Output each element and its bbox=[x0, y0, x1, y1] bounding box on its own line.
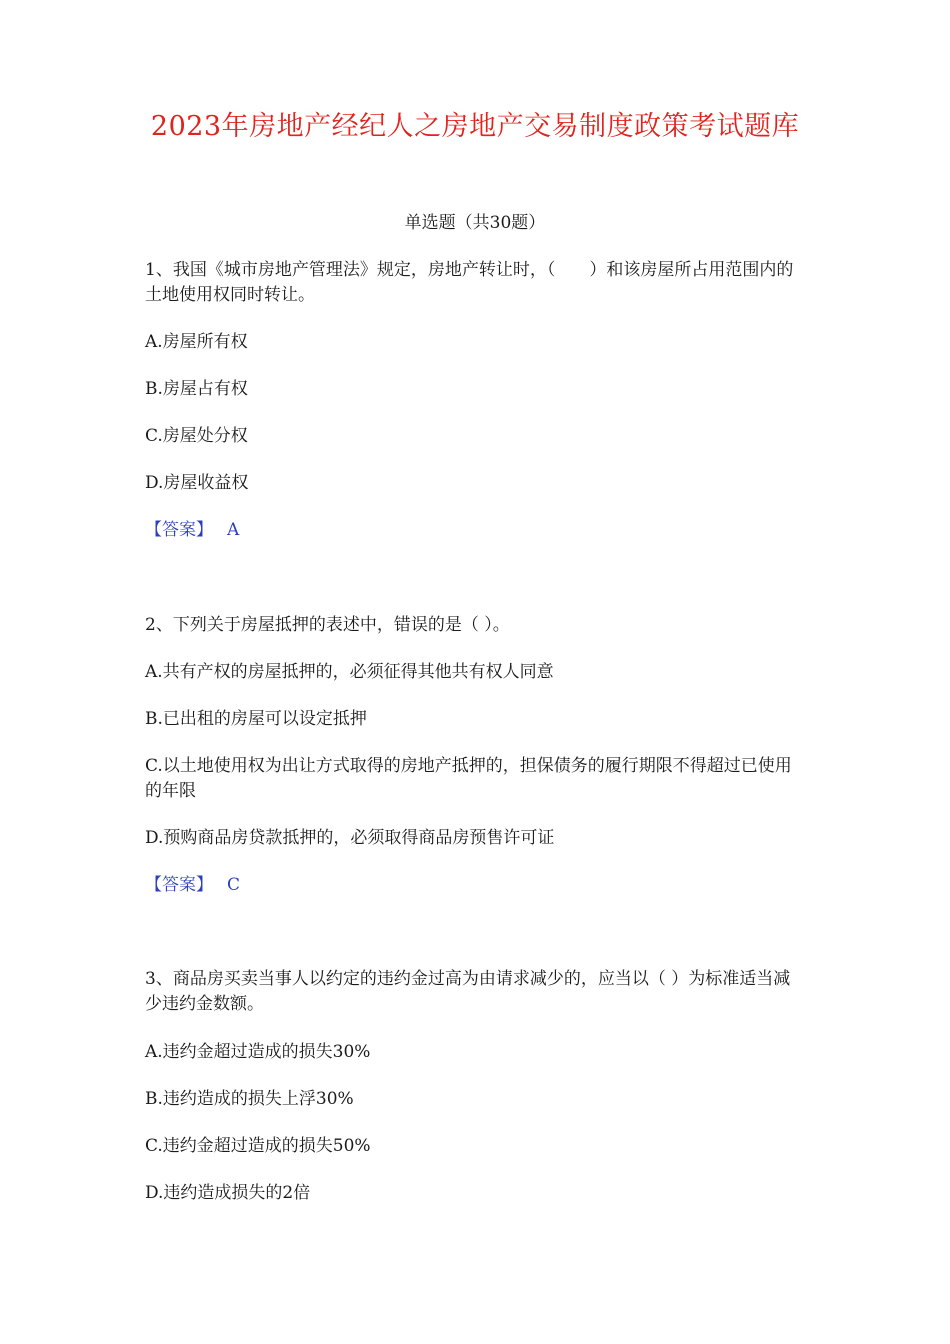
question-3-option-b: B.违约造成的损失上浮30% bbox=[145, 1089, 354, 1109]
answer-value: C bbox=[227, 875, 241, 895]
question-1-stem: 1、我国《城市房地产管理法》规定，房地产转让时，（ ）和该房屋所占用范围内的土地使用权同时转让。 bbox=[145, 260, 794, 305]
question-1-option-b: B.房屋占有权 bbox=[145, 379, 248, 399]
question-2-option-d: D.预购商品房贷款抵押的，必须取得商品房预售许可证 bbox=[145, 828, 555, 848]
answer-value: A bbox=[227, 520, 240, 540]
question-2-option-b: B.已出租的房屋可以设定抵押 bbox=[145, 709, 367, 729]
question-1-answer bbox=[145, 518, 805, 542]
question-1-option-c: C.房屋处分权 bbox=[145, 426, 248, 446]
question-2-option-a: A.共有产权的房屋抵押的，必须征得其他共有权人同意 bbox=[145, 662, 554, 682]
question-3-option-c: C.违约金超过造成的损失50% bbox=[145, 1136, 371, 1156]
question-1-option-a: A.房屋所有权 bbox=[145, 332, 248, 352]
question-3-option-a: A.违约金超过造成的损失30% bbox=[145, 1042, 371, 1062]
answer-label: 【答案】 bbox=[145, 875, 213, 895]
section-title: 单选题（共30题） bbox=[404, 213, 546, 233]
question-2-answer bbox=[145, 873, 805, 897]
question-1-option-d: D.房屋收益权 bbox=[145, 473, 249, 493]
question-2-stem: 2、下列关于房屋抵押的表述中，错误的是（ ）。 bbox=[145, 615, 510, 635]
document-title: 2023年房地产经纪人之房地产交易制度政策考试题库 bbox=[150, 111, 800, 142]
question-3-option-d: D.违约造成损失的2倍 bbox=[145, 1183, 311, 1203]
answer-label: 【答案】 bbox=[145, 520, 213, 540]
question-3-stem: 3、商品房买卖当事人以约定的违约金过高为由请求减少的，应当以（ ）为标准适当减少违约金数额。 bbox=[145, 969, 791, 1014]
question-2-option-c: C.以土地使用权为出让方式取得的房地产抵押的，担保债务的履行期限不得超过已使用的年限 bbox=[145, 756, 792, 801]
